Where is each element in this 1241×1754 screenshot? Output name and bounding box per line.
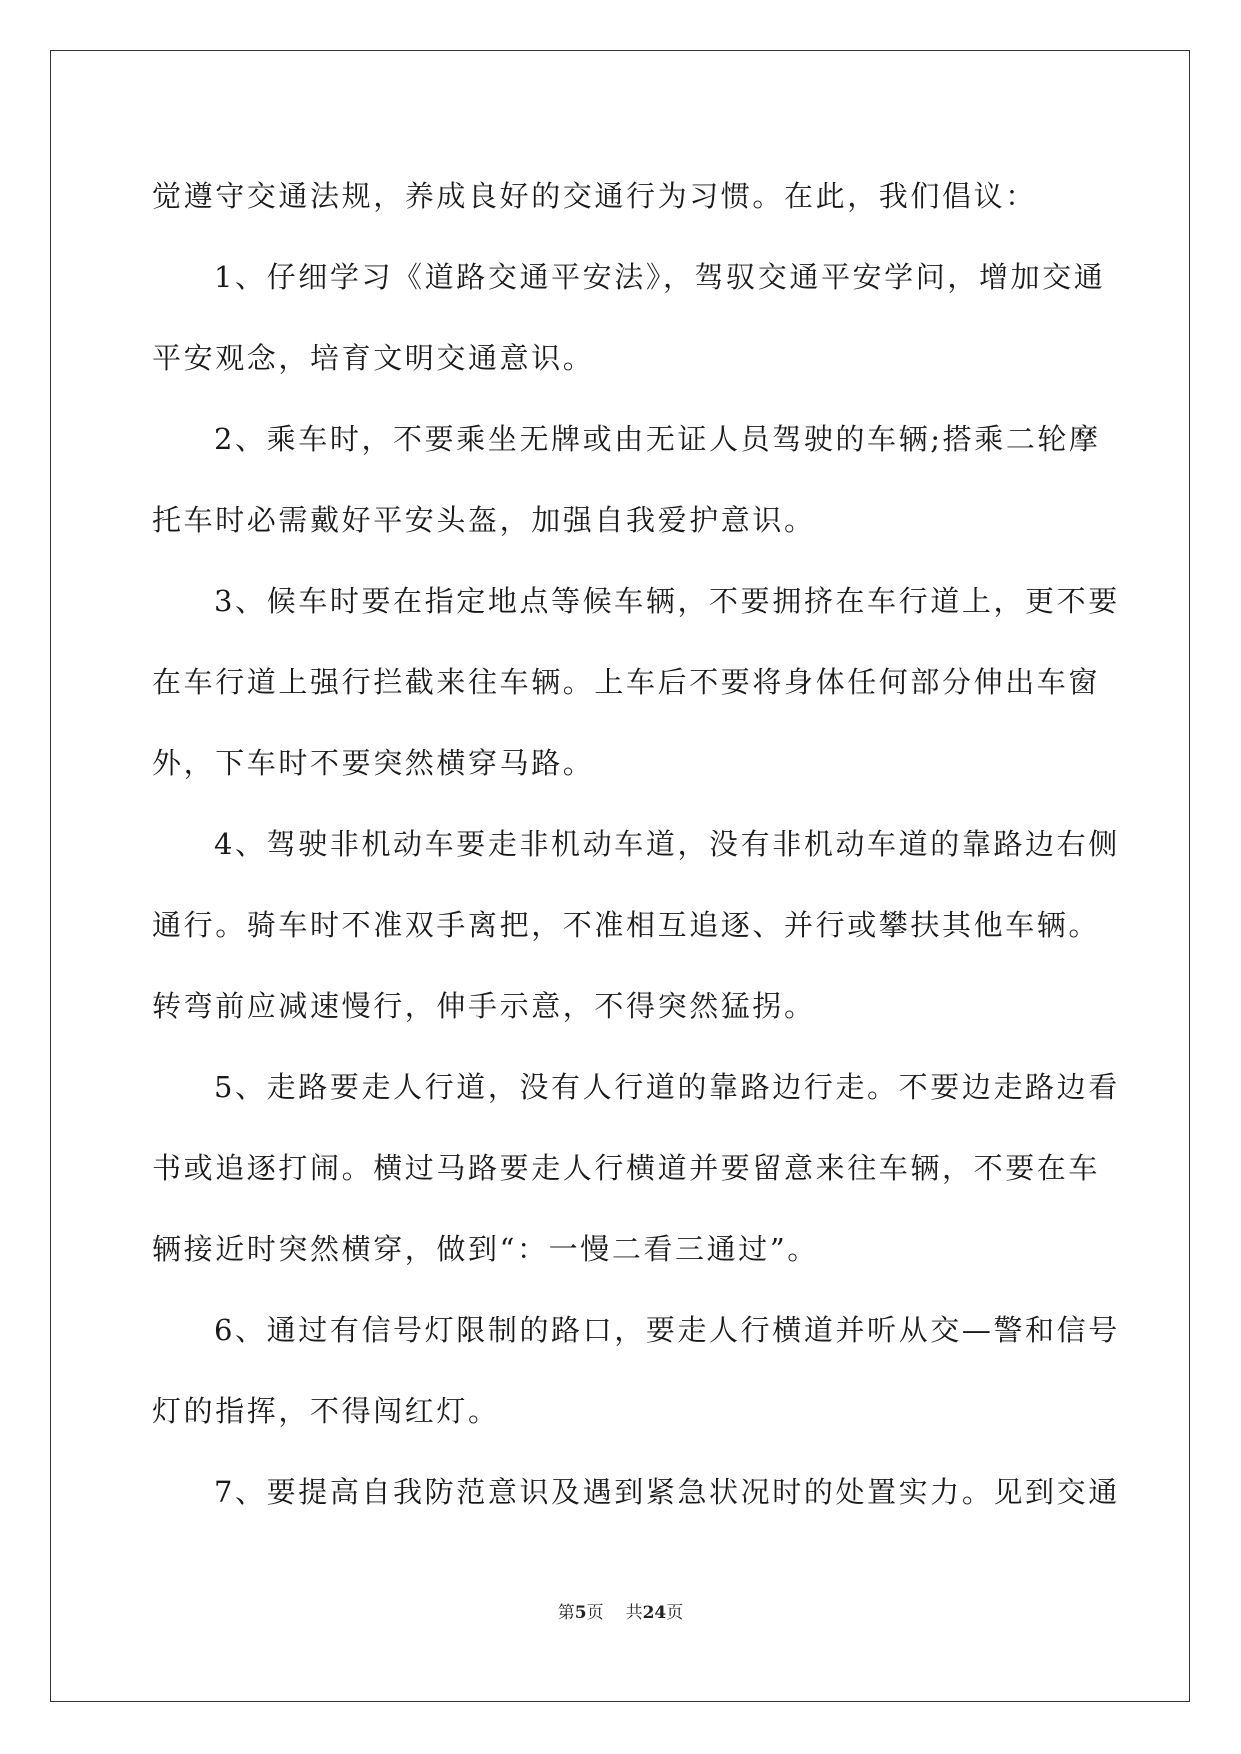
page-current: 5 (574, 1603, 587, 1623)
paragraph-7-line: 7、要提高自我防范意识及遇到紧急状况时的处置实力。见到交通 (214, 1475, 1120, 1509)
body-line: 辆接近时突然横穿，做到“：一慢二看三通过”。 (152, 1232, 819, 1266)
page-suffix: 页 (586, 1603, 604, 1623)
paragraph-6-line: 6、通过有信号灯限制的路口，要走人行横道并听从交—警和信号 (214, 1313, 1120, 1347)
body-line: 在车行道上强行拦截来往车辆。上车后不要将身体任何部分伸出车窗 (152, 665, 1101, 699)
body-line: 托车时必需戴好平安头盔，加强自我爱护意识。 (152, 503, 816, 537)
paragraph-2-line: 2、乘车时，不要乘坐无牌或由无证人员驾驶的车辆;搭乘二轮摩 (214, 422, 1101, 456)
total-prefix: 共 (625, 1603, 643, 1623)
body-line: 灯的指挥，不得闯红灯。 (152, 1394, 500, 1428)
page-total: 24 (642, 1603, 667, 1623)
paragraph-5-line: 5、走路要走人行道，没有人行道的靠路边行走。不要边走路边看 (214, 1070, 1120, 1104)
body-line: 书或追逐打闹。横过马路要走人行横道并要留意来往车辆，不要在车 (152, 1151, 1101, 1185)
paragraph-3-line: 3、候车时要在指定地点等候车辆，不要拥挤在车行道上，更不要 (214, 584, 1120, 618)
paragraph-4-line: 4、驾驶非机动车要走非机动车道，没有非机动车道的靠路边右侧 (214, 827, 1120, 861)
total-suffix: 页 (666, 1603, 684, 1623)
page-prefix: 第 (557, 1603, 575, 1623)
document-body (152, 163, 1120, 1540)
body-line: 平安观念，培育文明交通意识。 (152, 341, 595, 375)
body-line: 觉遵守交通法规，养成良好的交通行为习惯。在此，我们倡议： (152, 179, 1037, 213)
body-line: 通行。骑车时不准双手离把，不准相互追逐、并行或攀扶其他车辆。 (152, 908, 1101, 942)
page-footer (0, 1598, 1241, 1623)
body-line: 外，下车时不要突然横穿马路。 (152, 746, 595, 780)
body-line: 转弯前应减速慢行，伸手示意，不得突然猛拐。 (152, 989, 816, 1023)
paragraph-1-line: 1、仔细学习《道路交通平安法》，驾驭交通平安学问，增加交通 (214, 260, 1106, 294)
